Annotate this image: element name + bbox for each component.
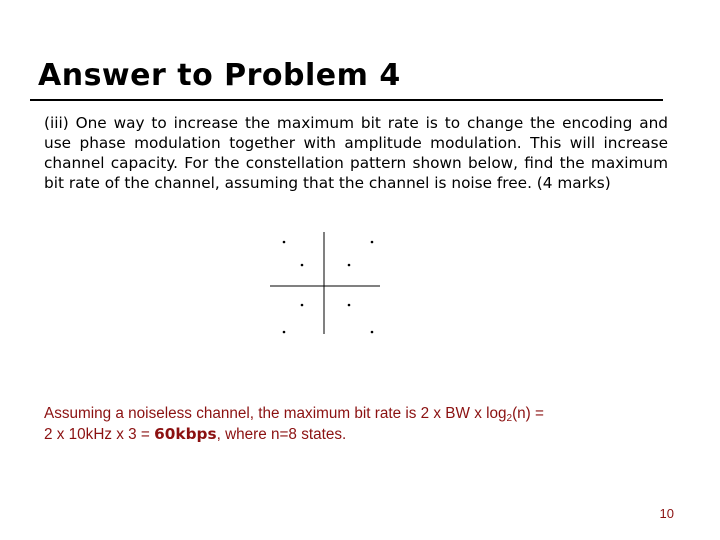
page-number: 10 (659, 506, 674, 521)
answer-line1-post: (n) = (512, 405, 544, 422)
answer-line2-post: , where n=8 states. (216, 426, 347, 443)
constellation-svg (270, 228, 390, 338)
answer-line2-pre: 2 x 10kHz x 3 = (44, 426, 155, 443)
constellation-point (283, 241, 286, 244)
answer-text (44, 403, 654, 445)
constellation-point (348, 264, 351, 267)
log-base-subscript: 2 (506, 413, 513, 424)
constellation-point (348, 304, 351, 307)
question-text (44, 113, 668, 193)
question-part-label: (iii) (44, 114, 69, 132)
constellation-point (301, 304, 304, 307)
title-underline (30, 99, 663, 101)
constellation-point (301, 264, 304, 267)
constellation-point (371, 241, 374, 244)
question-body: One way to increase the maximum bit rate is to change the encoding and use phase modulation together with amplitude modulation. This will increase channel capacity. For the constellation pattern shown below, find the maximum bit rate of the channel, assuming that the channel is noise free. (4 marks) (44, 114, 668, 192)
answer-line1-pre: Assuming a noiseless channel, the maximum bit rate is 2 x BW x log (44, 405, 507, 422)
slide-title: Answer to Problem 4 (38, 58, 401, 93)
constellation-diagram (270, 228, 390, 338)
constellation-point (371, 331, 374, 334)
answer-result: 60kbps (154, 425, 217, 443)
constellation-point (283, 331, 286, 334)
